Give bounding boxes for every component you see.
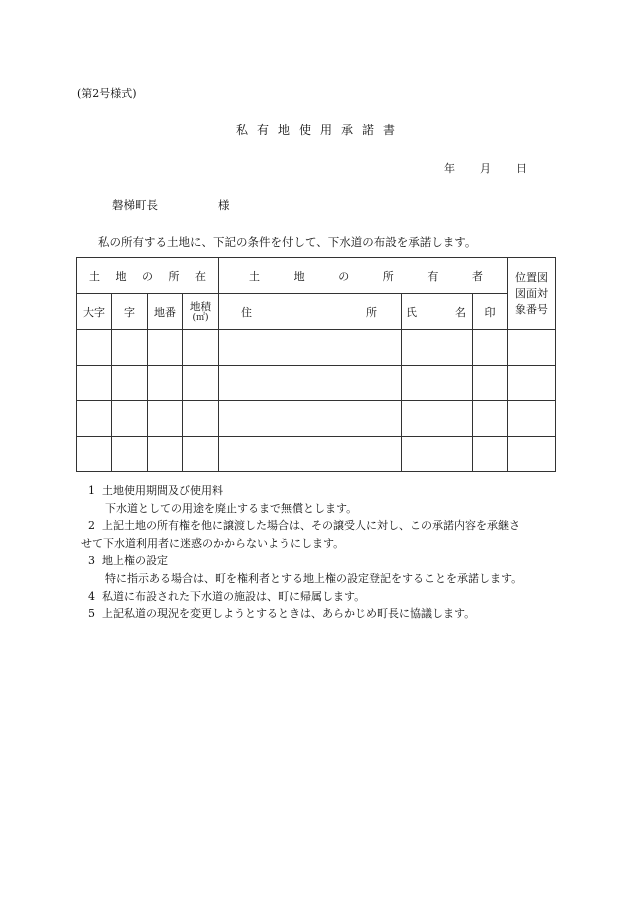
table-row — [77, 330, 556, 366]
table-cell[interactable] — [183, 436, 219, 472]
table-cell[interactable] — [112, 330, 148, 366]
col-oaza: 大字 — [77, 294, 112, 330]
table-row — [77, 365, 556, 401]
table-cell[interactable] — [183, 365, 219, 401]
table-cell[interactable] — [508, 330, 556, 366]
table-cell[interactable] — [473, 330, 508, 366]
table-cell[interactable] — [508, 436, 556, 472]
position-map-label-line: 位置図 — [515, 270, 548, 284]
land-location-label-char: の — [142, 269, 153, 283]
col-name-label-1: 氏 — [406, 305, 417, 319]
condition-title: 地上権の設定 — [102, 554, 168, 568]
position-map-label-line: 図面対 — [515, 286, 548, 300]
table-cell[interactable] — [112, 401, 148, 437]
intro-text: 私の所有する土地に、下記の条件を付して、下水道の布設を承諾します。 — [98, 235, 477, 249]
col-name — [402, 294, 473, 330]
land-owner-label-char: 者 — [471, 269, 483, 283]
table-cell[interactable] — [508, 365, 556, 401]
land-location-header — [77, 258, 219, 294]
condition-item — [88, 552, 522, 570]
table-cell[interactable] — [508, 401, 556, 437]
col-area-unit: (㎡) — [192, 312, 209, 323]
land-table — [76, 257, 556, 472]
position-map-label-line: 象番号 — [515, 302, 548, 316]
table-cell[interactable] — [473, 365, 508, 401]
document-title: 私有地使用承諾書 — [235, 123, 404, 137]
table-cell[interactable] — [77, 330, 112, 366]
table-cell[interactable] — [112, 436, 148, 472]
col-aza: 字 — [112, 294, 148, 330]
col-chiban: 地番 — [148, 294, 183, 330]
land-owner-label-char: 土 — [249, 269, 260, 283]
table-cell[interactable] — [183, 401, 219, 437]
land-location-label-char: 在 — [195, 269, 206, 283]
condition-title: 上記土地の所有権を他に譲渡した場合は、その譲受人に対し、この承諾内容を承継さ — [102, 519, 520, 533]
table-cell[interactable] — [148, 436, 183, 472]
date-month-label: 月 — [480, 162, 491, 175]
condition-item — [88, 605, 522, 623]
land-owner-label-char: 有 — [427, 269, 439, 283]
land-owner-label-char: 地 — [293, 269, 305, 283]
land-location-label-char: 地 — [115, 269, 127, 283]
condition-number: 5 — [88, 607, 95, 621]
table-cell[interactable] — [183, 330, 219, 366]
table-header-row-2 — [77, 294, 556, 330]
col-address — [219, 294, 402, 330]
table-header-row-1 — [77, 258, 556, 294]
form-number: (第2号様式) — [77, 87, 137, 100]
date-day-label: 日 — [516, 162, 527, 175]
table-cell[interactable] — [219, 330, 402, 366]
land-owner-label-char: の — [338, 269, 350, 283]
table-cell[interactable] — [77, 436, 112, 472]
table-cell[interactable] — [473, 436, 508, 472]
table-cell[interactable] — [219, 436, 402, 472]
land-location-label-char: 土 — [89, 269, 100, 283]
condition-number: 1 — [88, 484, 95, 497]
table-cell[interactable] — [402, 365, 473, 401]
condition-title: 土地使用期間及び使用料 — [102, 484, 223, 497]
condition-number: 3 — [88, 554, 95, 568]
table-cell[interactable] — [148, 330, 183, 366]
table-row — [77, 436, 556, 472]
condition-body: せて下水道利用者に迷惑のかからないようにします。 — [81, 536, 345, 550]
table-cell[interactable] — [473, 401, 508, 437]
table-cell[interactable] — [402, 436, 473, 472]
addressee: 磐梯町長 — [112, 198, 158, 212]
land-location-label-char: 所 — [168, 269, 180, 283]
date-year-label: 年 — [444, 162, 455, 175]
table-cell[interactable] — [402, 330, 473, 366]
land-owner-label-char: 所 — [382, 269, 394, 283]
condition-item — [88, 482, 522, 500]
table-cell[interactable] — [402, 401, 473, 437]
col-area — [183, 294, 219, 330]
table-cell[interactable] — [219, 365, 402, 401]
col-address-label-2: 所 — [366, 305, 377, 319]
table-row — [77, 401, 556, 437]
condition-body: 特に指示ある場合は、町を権利者とする地上権の設定登記をすることを承諾します。 — [105, 571, 523, 585]
condition-title: 私道に布設された下水道の施設は、町に帰属します。 — [102, 589, 366, 603]
land-owner-header — [219, 258, 508, 294]
table-cell[interactable] — [77, 401, 112, 437]
condition-item — [88, 517, 522, 535]
conditions-list — [81, 482, 523, 623]
condition-number: 2 — [88, 519, 95, 533]
honorific: 様 — [218, 198, 230, 212]
table-cell[interactable] — [148, 365, 183, 401]
condition-item — [88, 588, 522, 606]
col-address-label-1: 住 — [241, 305, 252, 319]
table-cell[interactable] — [112, 365, 148, 401]
table-cell[interactable] — [219, 401, 402, 437]
table-cell[interactable] — [148, 401, 183, 437]
position-map-header — [508, 258, 556, 330]
condition-title: 上記私道の現況を変更しようとするときは、あらかじめ町長に協議します。 — [102, 607, 476, 621]
condition-number: 4 — [88, 589, 95, 603]
col-area-label: 地積 — [190, 300, 211, 313]
col-seal: 印 — [473, 294, 508, 330]
col-name-label-2: 名 — [455, 305, 466, 319]
condition-body: 下水道としての用途を廃止するまで無償とします。 — [105, 501, 358, 515]
table-cell[interactable] — [77, 365, 112, 401]
